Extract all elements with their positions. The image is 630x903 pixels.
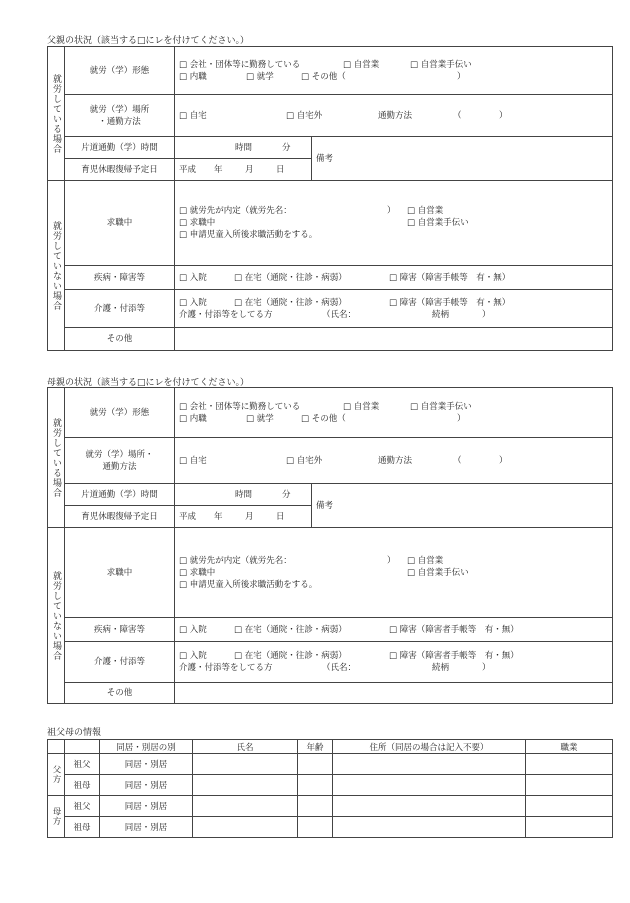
father-opt-piecework[interactable]: □ 内職	[179, 71, 207, 82]
father-kyushoku-options[interactable]: □ 就労先が内定（就労先名： ） □ 自営業 □ 求職中 □ 自営業手伝い □ 申請児童入所後求職活動をする。	[175, 181, 613, 266]
gp-cohab-choice[interactable]: 同居・別居	[100, 796, 193, 817]
father-row-jikan: 片道通勤（学）時間	[65, 137, 175, 159]
gp-job-cell[interactable]	[526, 817, 613, 838]
gp-mother-side: 母方	[48, 796, 65, 838]
mother-row-shippei: 疾病・障害等	[65, 618, 175, 642]
mother-row-jikan: 片道通勤（学）時間	[65, 484, 175, 506]
gp-cohab-choice[interactable]: 同居・別居	[100, 775, 193, 796]
gp-job-cell[interactable]	[526, 796, 613, 817]
father-row-basho: 就労（学）場所 ・通勤方法	[65, 95, 175, 137]
gp-cohab-choice[interactable]: 同居・別居	[100, 817, 193, 838]
father-row-keitai: 就労（学）形態	[65, 47, 175, 95]
mother-sonota-field[interactable]	[175, 683, 613, 704]
father-keitai-options[interactable]: □ 会社・団体等に勤務している □ 自営業 □ 自営業手伝い □ 内職 □ 就学 □ その他（ ）	[175, 47, 613, 95]
father-opt-other[interactable]: □ その他（	[301, 71, 346, 82]
mother-shippei-options[interactable]: □ 入院 □ 在宅（通院・往診・病弱） □ 障害（障害者手帳等 有・無）	[175, 618, 613, 642]
gp-header-cohab: 同居・別居の別	[100, 740, 193, 754]
father-opt-company[interactable]: □ 会社・団体等に勤務している	[179, 59, 301, 70]
father-opt-outside[interactable]: □ 自宅外	[286, 110, 323, 121]
father-row-kaigo: 介護・付添等	[65, 290, 175, 328]
father-opt-k-self[interactable]: □ 自営業	[407, 206, 444, 216]
father-opt-jobseeking[interactable]: □ 求職中	[179, 218, 216, 228]
gp-job-cell[interactable]	[526, 754, 613, 775]
gp-header-age: 年齢	[298, 740, 333, 754]
father-jikan-field[interactable]: 時間 分	[175, 137, 312, 159]
mother-ikukyu-field[interactable]: 平成 年 月 日	[175, 506, 312, 528]
father-kaigo-options[interactable]: □ 入院 □ 在宅（通院・往診・病弱） □ 障害（障害手帳等 有・無） 介護・付添等をしてる方 （氏名： 続柄 ）	[175, 290, 613, 328]
gp-job-cell[interactable]	[526, 775, 613, 796]
mother-row-sonota: その他	[65, 683, 175, 704]
father-opt-naitei[interactable]: □ 就労先が内定（就労先名：	[179, 206, 292, 216]
father-sonota-field[interactable]	[175, 328, 613, 351]
gp-row-label: 祖父	[65, 796, 100, 817]
father-row-sonota: その他	[65, 328, 175, 351]
gp-age-cell[interactable]	[298, 775, 333, 796]
gp-name-cell[interactable]	[193, 796, 298, 817]
gp-row-label: 祖母	[65, 775, 100, 796]
father-not-working-label: 就労していない場合	[48, 181, 65, 351]
mother-working-label: 就労している場合	[48, 388, 65, 528]
father-shippei-options[interactable]: □ 入院 □ 在宅（通院・往診・病弱） □ 障害（障害手帳等 有・無）	[175, 266, 613, 290]
mother-section-title: 母親の状況（該当する□にレを付けてください。）	[47, 378, 250, 388]
father-basho-options[interactable]: □ 自宅 □ 自宅外 通勤方法 （ ）	[175, 95, 613, 137]
gp-name-cell[interactable]	[193, 775, 298, 796]
mother-row-kaigo: 介護・付添等	[65, 642, 175, 683]
father-row-kyushoku: 求職中	[65, 181, 175, 266]
gp-row-label: 祖母	[65, 817, 100, 838]
gp-address-cell[interactable]	[333, 775, 526, 796]
gp-name-cell[interactable]	[193, 817, 298, 838]
father-row-shippei: 疾病・障害等	[65, 266, 175, 290]
father-ikukyu-field[interactable]: 平成 年 月 日	[175, 159, 312, 181]
gp-name-cell[interactable]	[193, 754, 298, 775]
grandparents-section-title: 祖父母の情報	[47, 728, 102, 738]
gp-father-side: 父方	[48, 754, 65, 796]
gp-row-label: 祖父	[65, 754, 100, 775]
mother-kaigo-options[interactable]: □ 入院 □ 在宅（通院・往診・病弱） □ 障害（障害者手帳等 有・無） 介護・付添等をしてる方 （氏名： 続柄 ）	[175, 642, 613, 683]
father-opt-k-family[interactable]: □ 自営業手伝い	[407, 218, 469, 228]
father-opt-family-business[interactable]: □ 自営業手伝い	[410, 59, 472, 70]
father-opt-after-admission[interactable]: □ 申請児童入所後求職活動をする。	[179, 230, 318, 240]
grandparents-table	[47, 739, 613, 838]
mother-jikan-field[interactable]: 時間 分	[175, 484, 312, 506]
gp-address-cell[interactable]	[333, 796, 526, 817]
father-section-title: 父親の状況（該当する□にレを付けてください。）	[47, 36, 250, 46]
mother-basho-options[interactable]: □ 自宅 □ 自宅外 通勤方法 （ ）	[175, 438, 613, 484]
gp-header-name: 氏名	[193, 740, 298, 754]
father-opt-student[interactable]: □ 就学	[246, 71, 274, 82]
mother-row-keitai: 就労（学）形態	[65, 388, 175, 438]
gp-age-cell[interactable]	[298, 796, 333, 817]
mother-row-kyushoku: 求職中	[65, 528, 175, 618]
gp-age-cell[interactable]	[298, 754, 333, 775]
mother-status-table	[47, 387, 613, 704]
gp-address-cell[interactable]	[333, 754, 526, 775]
father-row-ikukyu: 育児休暇復帰予定日	[65, 159, 175, 181]
father-status-table	[47, 46, 613, 351]
gp-cohab-choice[interactable]: 同居・別居	[100, 754, 193, 775]
father-opt-home[interactable]: □ 自宅	[179, 110, 207, 121]
gp-age-cell[interactable]	[298, 817, 333, 838]
mother-keitai-options[interactable]: □ 会社・団体等に勤務している □ 自営業 □ 自営業手伝い □ 内職 □ 就学 □ その他（ ）	[175, 388, 613, 438]
gp-header-address: 住所（同居の場合は記入不要）	[333, 740, 526, 754]
mother-bikou[interactable]: 備考	[312, 484, 613, 528]
mother-row-ikukyu: 育児休暇復帰予定日	[65, 506, 175, 528]
gp-address-cell[interactable]	[333, 817, 526, 838]
mother-row-basho: 就労（学）場所・ 通勤方法	[65, 438, 175, 484]
mother-not-working-label: 就労していない場合	[48, 528, 65, 704]
father-bikou[interactable]: 備考	[312, 137, 613, 181]
gp-header-job: 職業	[526, 740, 613, 754]
mother-kyushoku-options[interactable]: □ 就労先が内定（就労先名： ） □ 自営業 □ 求職中 □ 自営業手伝い □ 申請児童入所後求職活動をする。	[175, 528, 613, 618]
father-opt-self-employed[interactable]: □ 自営業	[343, 59, 380, 70]
father-working-label: 就労している場合	[48, 47, 65, 181]
